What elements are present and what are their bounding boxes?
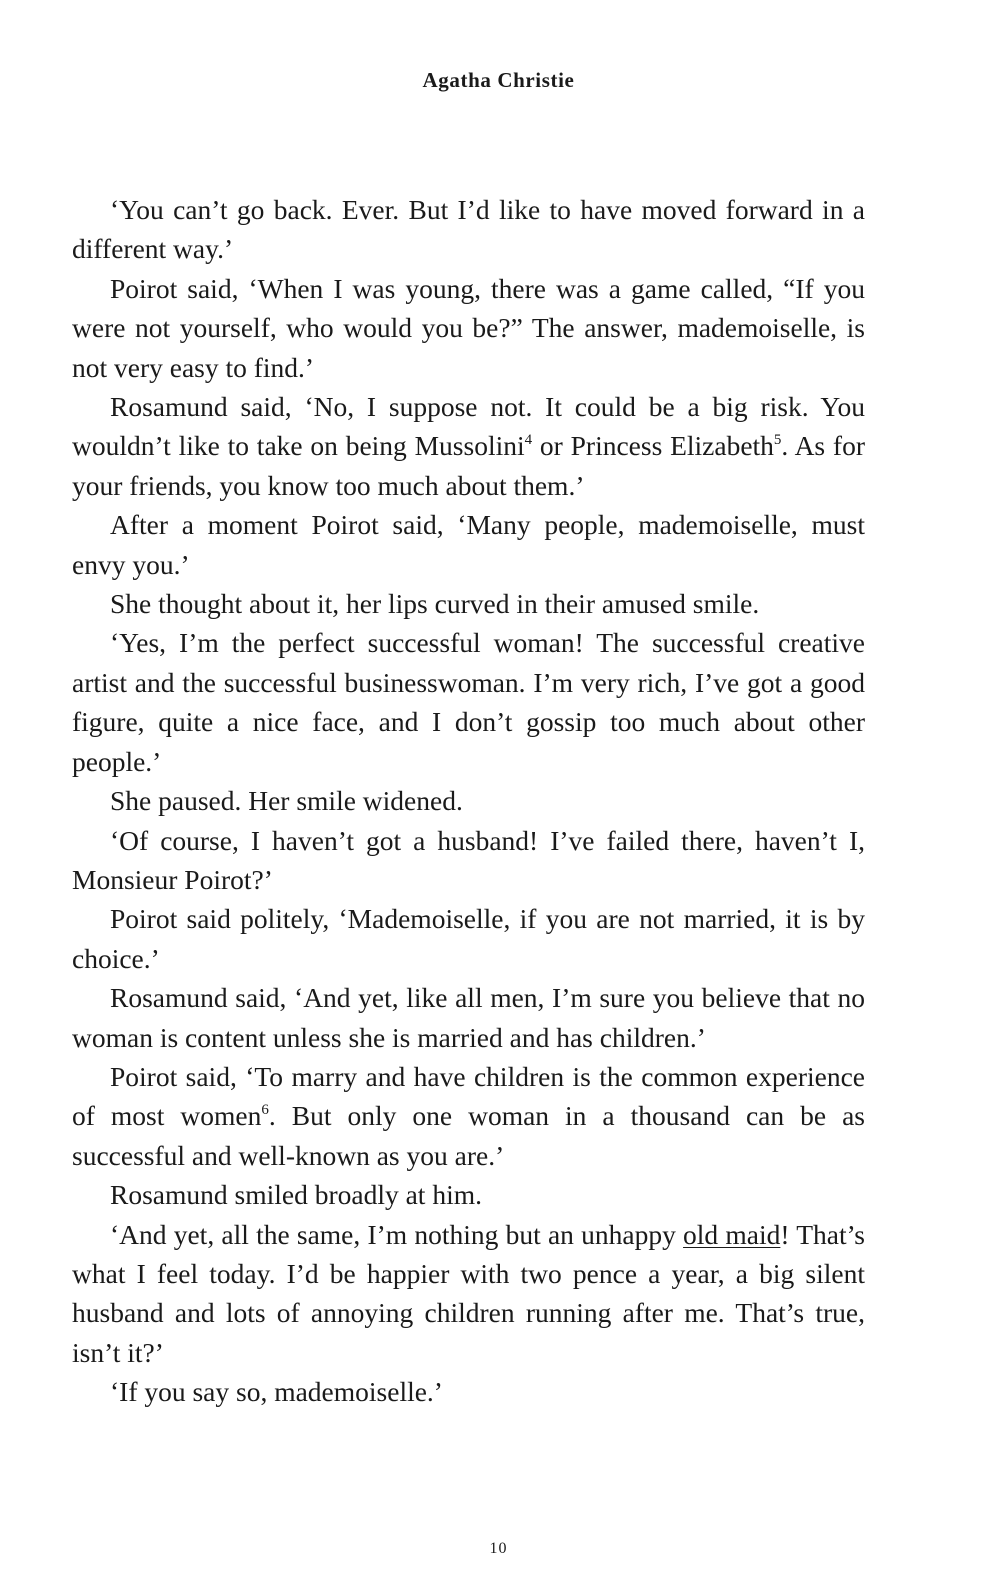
paragraph: ‘Yes, I’m the perfect successful woman! The successful creative artist and the successful businesswoman. I’m very rich, I’ve got a good figure, quite a nice face, and I don’t gossip too much about other people.’ (72, 627, 865, 777)
paragraph (72, 1057, 865, 1175)
paragraph: She paused. Her smile widened. (110, 785, 463, 817)
footnote-ref-6[interactable]: 6 (261, 1102, 269, 1119)
body-text (72, 190, 865, 1412)
paragraph: After a moment Poirot said, ‘Many people, mademoiselle, must envy you.’ (72, 509, 865, 580)
paragraph-text: Rosamund said, ‘No, I suppose not. It could be a big risk. You wouldn’t like to take on being Mussolini (72, 391, 865, 462)
paragraph: Poirot said politely, ‘Mademoiselle, if you are not married, it is by choice.’ (72, 903, 865, 974)
paragraph: Rosamund smiled broadly at him. (110, 1179, 482, 1211)
paragraph: Poirot said, ‘When I was young, there was a game called, “If you were not yourself, who would you be?” The answer, mademoiselle, is not very easy to find.’ (72, 272, 865, 383)
paragraph-text: ‘And yet, all the same, I’m nothing but an unhappy (110, 1218, 684, 1250)
page-number: 10 (489, 1540, 508, 1557)
paragraph-text: ! That’s what I feel today. I’d be happier with two pence a year, a big silent husband and lots of annoying children running after me. That’s true, isn’t it?’ (72, 1218, 865, 1368)
running-head: Agatha Christie (422, 68, 575, 92)
paragraph (72, 387, 865, 505)
footnote-ref-4[interactable]: 4 (524, 432, 533, 449)
paragraph-text: . As for your friends, you know too much about them.’ (72, 430, 865, 501)
paragraph: ‘If you say so, mademoiselle.’ (110, 1376, 443, 1408)
paragraph-text: . But only one woman in a thousand can be as successful and well-known as you are.’ (72, 1100, 865, 1171)
paragraph-text: Poirot said, ‘To marry and have children is the common experience of most women (72, 1060, 865, 1132)
glossary-term-old-maid[interactable]: old maid (683, 1218, 781, 1250)
paragraph: ‘You can’t go back. Ever. But I’d like to have moved forward in a different way.’ (72, 194, 865, 265)
paragraph: Rosamund said, ‘And yet, like all men, I’m sure you believe that no woman is content unless she is married and has children.’ (72, 982, 865, 1053)
paragraph: She thought about it, her lips curved in their amused smile. (110, 588, 760, 620)
paragraph (72, 1215, 865, 1373)
footnote-ref-5[interactable]: 5 (773, 432, 782, 449)
paragraph: ‘Of course, I haven’t got a husband! I’ve failed there, haven’t I, Monsieur Poirot?’ (72, 824, 865, 895)
paragraph-text: or Princess Elizabeth (532, 430, 774, 462)
